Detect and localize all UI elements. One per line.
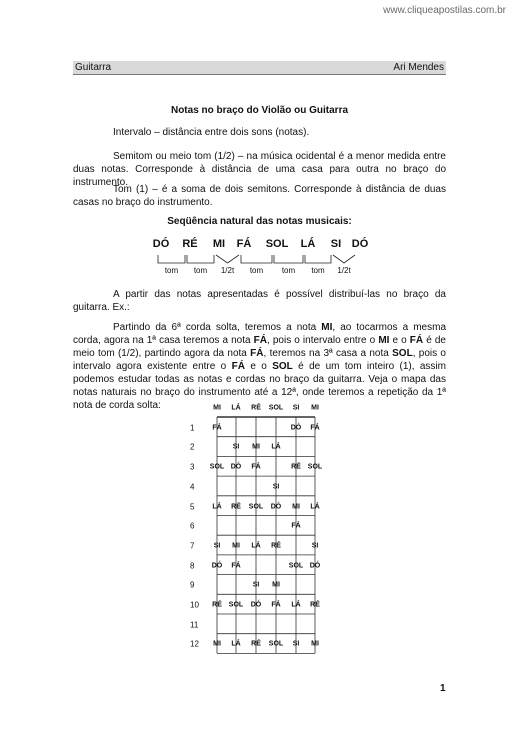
sequence-note: MI (212, 238, 226, 250)
whole-step-mark (187, 255, 214, 263)
sequence-note: DÓ (351, 238, 369, 250)
sequence-note: SI (330, 238, 342, 250)
fret-number: 2 (190, 442, 195, 452)
bold-note-name: SOL (272, 361, 293, 372)
fret-note: SI (252, 581, 260, 589)
bold-note-name: FÁ (253, 335, 267, 346)
fret-note: SI (311, 542, 319, 550)
fret-note: LÁ (251, 542, 261, 550)
interval-label: tom (281, 266, 296, 275)
bold-note-name: MI (321, 322, 333, 333)
fret-number: 4 (190, 482, 195, 492)
text-run: , ao tocarmos a mesma corda, agora na 1ª casa teremos a nota (73, 322, 447, 346)
whole-step-mark (305, 255, 331, 263)
fret-number: 9 (190, 580, 195, 590)
fret-number: 10 (190, 600, 199, 610)
fret-note: RÉ (291, 463, 301, 471)
text-run: é de meio tom (1/2), partindo agora da nota (73, 335, 446, 359)
open-string-note: MI (213, 404, 221, 412)
sequence-note: DÓ (152, 238, 170, 250)
note-sequence (0, 238, 520, 278)
fret-note: FÁ (212, 424, 222, 432)
fret-note: LÁ (212, 503, 222, 510)
sequence-title: Seqüência natural das notas musicais: (167, 216, 352, 227)
site-url: www.cliqueapostilas.com.br (383, 5, 506, 16)
fret-note: SI (232, 443, 240, 451)
interval-label: 1/2t (337, 266, 351, 275)
open-string-note: LÁ (231, 404, 241, 412)
open-string-note: SI (292, 404, 300, 412)
fret-note: MI (292, 503, 300, 510)
bold-note-name: FÁ (250, 348, 264, 359)
interval-label: 1/2t (220, 266, 235, 275)
fret-note: SOL (307, 463, 323, 471)
fret-note: DÓ (250, 601, 262, 609)
fret-note: FÁ (251, 463, 261, 471)
text-run: e o (244, 361, 273, 372)
bold-note-name: SOL (392, 348, 413, 359)
fret-note: SI (272, 483, 280, 491)
fret-note: SOL (248, 503, 264, 510)
text-run: , teremos na 3ª casa a nota (263, 348, 393, 359)
fret-note: FÁ (291, 522, 301, 530)
fret-note: DÓ (290, 424, 302, 432)
bold-note-name: FÁ (231, 361, 245, 372)
fret-note: RÉ (231, 503, 241, 510)
sequence-note: FÁ (236, 238, 252, 250)
fret-note: SOL (268, 640, 284, 648)
fret-number: 12 (190, 639, 199, 649)
open-string-note: RÉ (251, 404, 261, 412)
fret-note: DÓ (211, 562, 223, 570)
text-run: Partindo da 6ª corda solta, teremos a nota (113, 322, 322, 333)
fret-note: FÁ (271, 601, 281, 609)
fret-note: RÉ (271, 542, 281, 550)
sequence-note: SOL (265, 238, 289, 250)
half-step-mark (216, 255, 239, 263)
sequence-note: LÁ (300, 238, 316, 250)
fret-note: LÁ (231, 640, 241, 648)
whole-step-mark (274, 255, 303, 263)
fret-note: DÓ (309, 562, 321, 570)
fret-note: SOL (288, 562, 304, 570)
interval-label: tom (249, 266, 264, 275)
half-step-mark (333, 255, 355, 263)
fret-note: LÁ (271, 443, 281, 451)
fret-note: RÉ (310, 601, 320, 609)
fret-note: MI (213, 640, 221, 648)
fret-note: RÉ (251, 640, 261, 648)
fret-number: 3 (190, 462, 195, 472)
fret-note: MI (232, 542, 240, 550)
page-number: 1 (440, 683, 446, 694)
fret-note: LÁ (291, 601, 301, 609)
fret-note: SI (292, 640, 300, 648)
fret-number: 7 (190, 541, 195, 551)
fret-note: MI (272, 581, 280, 589)
whole-step-mark (158, 255, 185, 263)
fret-note: FÁ (231, 562, 241, 570)
text-run: , pois o intervalo agora existente entre o (73, 348, 446, 372)
sequence-note: RÉ (182, 238, 198, 250)
text-run: é de um tom inteiro (1), assim podemos estudar todas as notas e cordas no braço da guitarra. Veja o mapa das notas naturais no braço do instrumento até a 12ª, onde teremos a repetição da 1ª nota de corda solta: (73, 361, 446, 411)
text-run: e o (389, 335, 410, 346)
bold-note-name: MI (378, 335, 390, 346)
bold-note-name: FÁ (409, 335, 424, 346)
fret-number: 1 (190, 423, 195, 433)
header-right: Ari Mendes (393, 62, 444, 73)
open-string-note: SOL (268, 404, 284, 412)
fret-note: MI (252, 443, 260, 451)
interval-label: tom (164, 266, 179, 275)
fret-number: 11 (190, 620, 199, 630)
fret-note: DÓ (230, 463, 242, 471)
fret-note: SOL (228, 601, 244, 609)
fret-number: 5 (190, 502, 195, 511)
header-left: Guitarra (75, 62, 112, 73)
fret-note: SI (213, 542, 221, 550)
paragraph-a-partir: A partir das notas apresentadas é possível distribuí-las no braço da guitarra. Ex.: (73, 289, 446, 313)
fret-number: 8 (190, 561, 195, 571)
fret-note: LÁ (310, 503, 320, 510)
fret-note: FÁ (310, 424, 320, 432)
fret-note: DÓ (270, 503, 282, 510)
paragraph-tom: Tom (1) – é a soma de dois semitons. Corresponde à distância de duas casas no braço do instrumento. (73, 184, 446, 208)
paragraph-semitom: Semitom ou meio tom (1/2) – na música ocidental é a menor medida entre duas notas. Corresponde à distância de uma casa para outra no braço do instrumento. (73, 151, 446, 188)
fret-note: RÉ (212, 601, 222, 609)
paragraph-partindo (73, 321, 446, 412)
running-header (73, 61, 446, 75)
fret-note: MI (311, 640, 319, 648)
fret-note: SOL (209, 463, 225, 471)
document-title: Notas no braço do Violão ou Guitarra (170, 105, 349, 116)
paragraph-intervalo: Intervalo – distância entre dois sons (notas). (113, 127, 310, 138)
interval-label: tom (311, 266, 325, 275)
text-run: , pois o intervalo entre o (267, 335, 379, 346)
interval-label: tom (193, 266, 208, 275)
whole-step-mark (241, 255, 272, 263)
open-string-note: MI (311, 404, 319, 412)
interval-brackets (0, 253, 520, 267)
fret-number: 6 (190, 521, 195, 531)
